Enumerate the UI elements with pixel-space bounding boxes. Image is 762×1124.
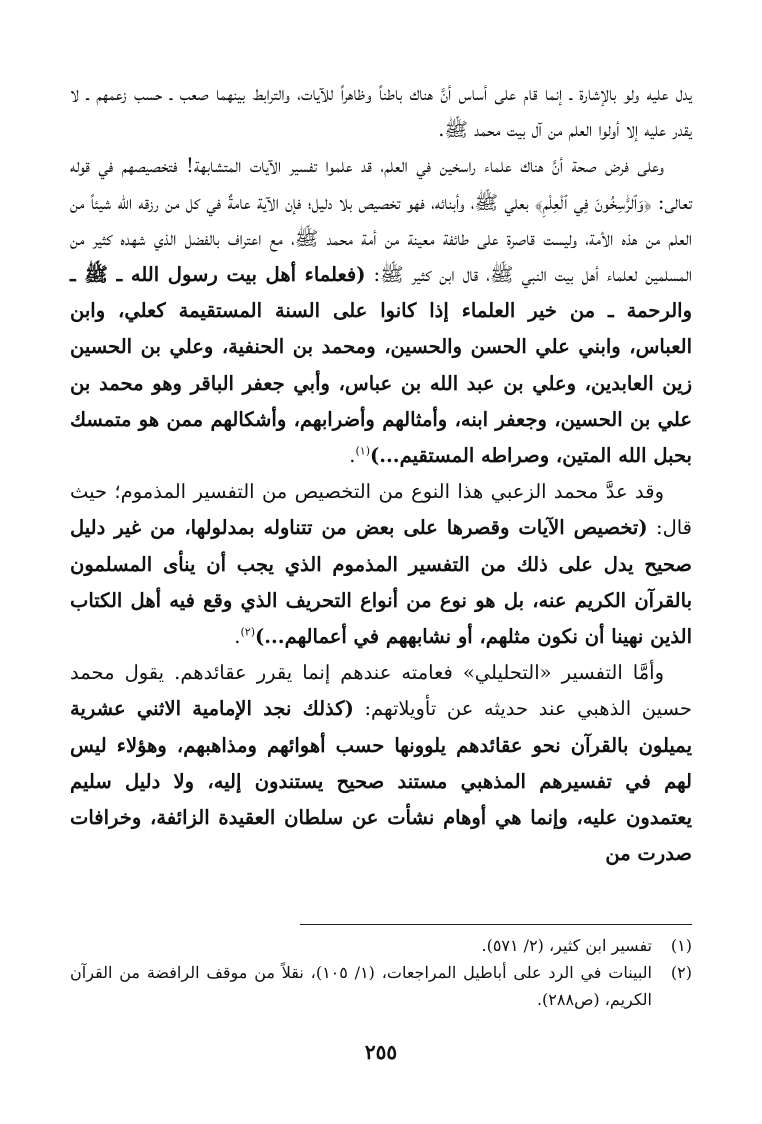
footnote-2-number: (٢)	[670, 963, 692, 982]
paragraph-4-intro: وأمَّا التفسير «التحليلي» فعامته عندهم إنما يقرر عقائدهم. يقول محمد حسين الذهبي عند حديثه عن تأويلاتهم:	[70, 661, 692, 721]
page-number: ٢٥٥	[364, 1040, 398, 1064]
footnotes	[70, 932, 692, 1013]
paragraph-2	[70, 148, 692, 474]
footnote-1	[70, 932, 692, 959]
footnote-divider	[300, 924, 692, 925]
zoubi-quote: (تخصيص الآيات وقصرها على بعض من تتناوله بمدلولها، من غير دليل صحيح يدل على ذلك من التفسير المذموم الذي يجب أن ينأى المسلمون بالقرآن الكريم عنه، بل هو نوع من أنواع التحريف الذي وقع فيه أهل الكتاب الذين نهينا أن نكون مثلهم، أو نشابههم في أعمالهم...)	[70, 516, 692, 649]
paragraph-1	[70, 76, 692, 148]
footnote-2	[70, 959, 692, 1013]
ibn-kathir-quote: (فعلماء أهل بيت رسول الله ـ ﷺ ـ والرحمة ـ من خير العلماء إذا كانوا على السنة المستقيمة كعلي، وابن العباس، وابني علي الحسن والحسين، ومحمد بن الحنفية، وعلي بن الحسين زين العابدين، وعلي بن عبد الله بن عباس، وأبي جعفر الباقر وهو محمد بن علي بن الحسين، وجعفر ابنه، وأمثالهم وأضرابهم، وأشكالهم ممن هو متمسك بحبل الله المتين، وصراطه المستقيم...)	[70, 263, 692, 468]
paragraph-4	[70, 655, 692, 872]
footnote-ref-1: (١)	[355, 444, 370, 458]
paragraph-3	[70, 474, 692, 655]
footnote-1-text: تفسير ابن كثير، (٢/ ٥٧١).	[481, 936, 652, 955]
main-text	[70, 76, 692, 872]
footnote-2-text: البينات في الرد على أباطيل المراجعات، (١/ ١٠٥)، نقلاً من موقف الرافضة من القرآن الكريم، (ص٢٨٨).	[70, 963, 652, 1009]
footnote-ref-2: (٢)	[240, 625, 255, 639]
paragraph-2-intro: وعلى فرض صحة أنَّ هناك علماء راسخين في العلم، قد علموا تفسير الآيات المتشابهة! فتخصيصهم في قوله تعالى: ﴿وَٱلرَّٰسِخُونَ فِي ٱلْعِلْمِ﴾ بعلي ﷺ، وأبنائه، فهو تخصيص بلا دليل؛ فإن الآية عامةٌ في كل من رزقه الله شيئاً من العلم من هذه الأمة، وليست قاصرة على طائفة معينة من أمة محمد ﷺ، مع اعتراف بالفضل الذي شهده كثير من المسلمين لعلماء أهل بيت النبي ﷺ، قال ابن كثير ﷺ:	[70, 154, 692, 287]
paragraph-2-end: .	[349, 444, 356, 468]
paragraph-3-intro: وقد عدَّ محمد الزعبي هذا النوع من التخصيص من التفسير المذموم؛ حيث قال:	[70, 480, 692, 540]
footnote-1-number: (١)	[670, 936, 692, 955]
page-body	[70, 76, 692, 872]
paragraph-3-end: .	[234, 625, 241, 649]
paragraph-1-text: يدل عليه ولو بالإشارة ـ إنما قام على أساس أنَّ هناك باطناً وظاهراً للآيات، والترابط بينهما صعب ـ حسب زعمهم ـ لا يقدر عليه إلا أولوا العلم من آل بيت محمد ﷺ.	[70, 82, 692, 142]
dhahabi-quote: (كذلك نجد الإمامية الاثني عشرية يميلون بالقرآن نحو عقائدهم يلوونها حسب أهوائهم ومذاهبهم، وهؤلاء ليس لهم في تفسيرهم المذهبي مستند صحيح يستندون إليه، ولا دليل سليم يعتمدون عليه، وإنما هي أوهام نشأت عن سلطان العقيدة الزائفة، وخرافات صدرت من	[70, 697, 692, 866]
